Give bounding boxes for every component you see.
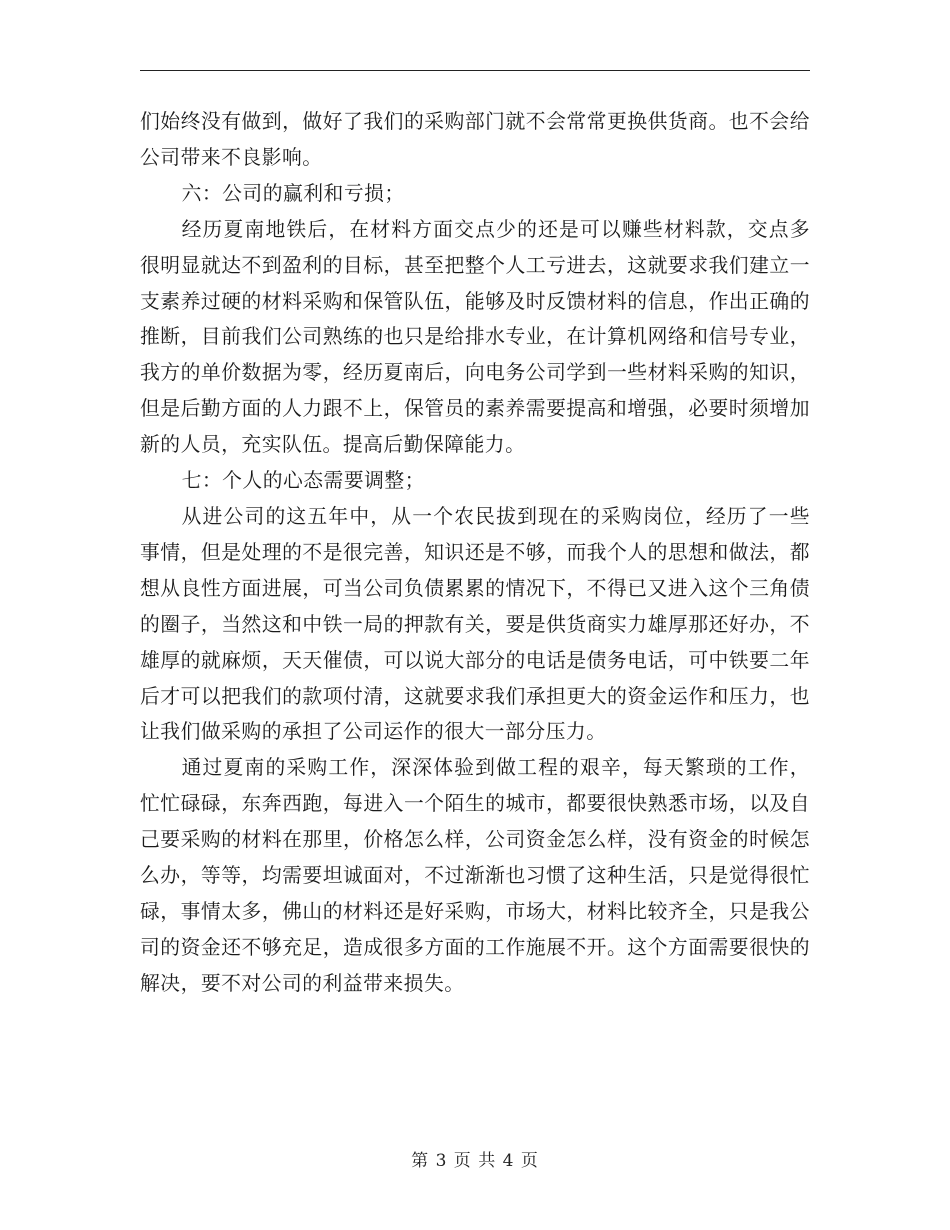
paragraph-continuation: 们始终没有做到，做好了我们的采购部门就不会常常更换供货商。也不会给公司带来不良影响。 (140, 110, 810, 169)
paragraph-profit-loss: 经历夏南地铁后，在材料方面交点少的还是可以赚些材料款，交点多很明显就达不到盈利的目标，甚至把整个人工亏进去，这就要求我们建立一支素养过硬的材料采购和保管队伍，能够及时反馈材料的信息，作出正确的推断，目前我们公司熟练的也只是给排水专业，在计算机网络和信号专业，我方的单价数据为零，经历夏南后，向电务公司学到一些材料采购的知识，但是后勤方面的人力跟不上，保管员的素养需要提高和增强，必要时须增加新的人员，充实队伍。提高后勤保障能力。 (140, 217, 810, 457)
paragraph-procurement-work: 通过夏南的采购工作，深深体验到做工程的艰辛，每天繁琐的工作，忙忙碌碌，东奔西跑，每进入一个陌生的城市，都要很快熟悉市场，以及自己要采购的材料在那里，价格怎么样，公司资金怎么样，没有资金的时候怎么办，等等，均需要坦诚面对，不过渐渐也习惯了这种生活，只是觉得很忙碌，事情太多，佛山的材料还是好采购，市场大，材料比较齐全，只是我公司的资金还不够充足，造成很多方面的工作施展不开。这个方面需要很快的解决，要不对公司的利益带来损失。 (140, 756, 810, 995)
document-body (140, 104, 810, 1002)
page-number-footer: 第 3 页 共 4 页 (411, 1151, 539, 1171)
section-heading-seven: 七：个人的心态需要调整； (181, 469, 425, 493)
section-heading-six: 六：公司的赢利和亏损； (181, 181, 405, 205)
header-rule (140, 70, 810, 71)
paragraph-mindset: 从进公司的这五年中，从一个农民拔到现在的采购岗位，经历了一些事情，但是处理的不是很完善，知识还是不够，而我个人的思想和做法，都想从良性方面进展，可当公司负债累累的情况下，不得已又进入这个三角债的圈子，当然这和中铁一局的押款有关，要是供货商实力雄厚那还好办，不雄厚的就麻烦，天天催债，可以说大部分的电话是债务电话，可中铁要二年后才可以把我们的款项付清，这就要求我们承担更大的资金运作和压力，也让我们做采购的承担了公司运作的很大一部分压力。 (140, 504, 810, 744)
